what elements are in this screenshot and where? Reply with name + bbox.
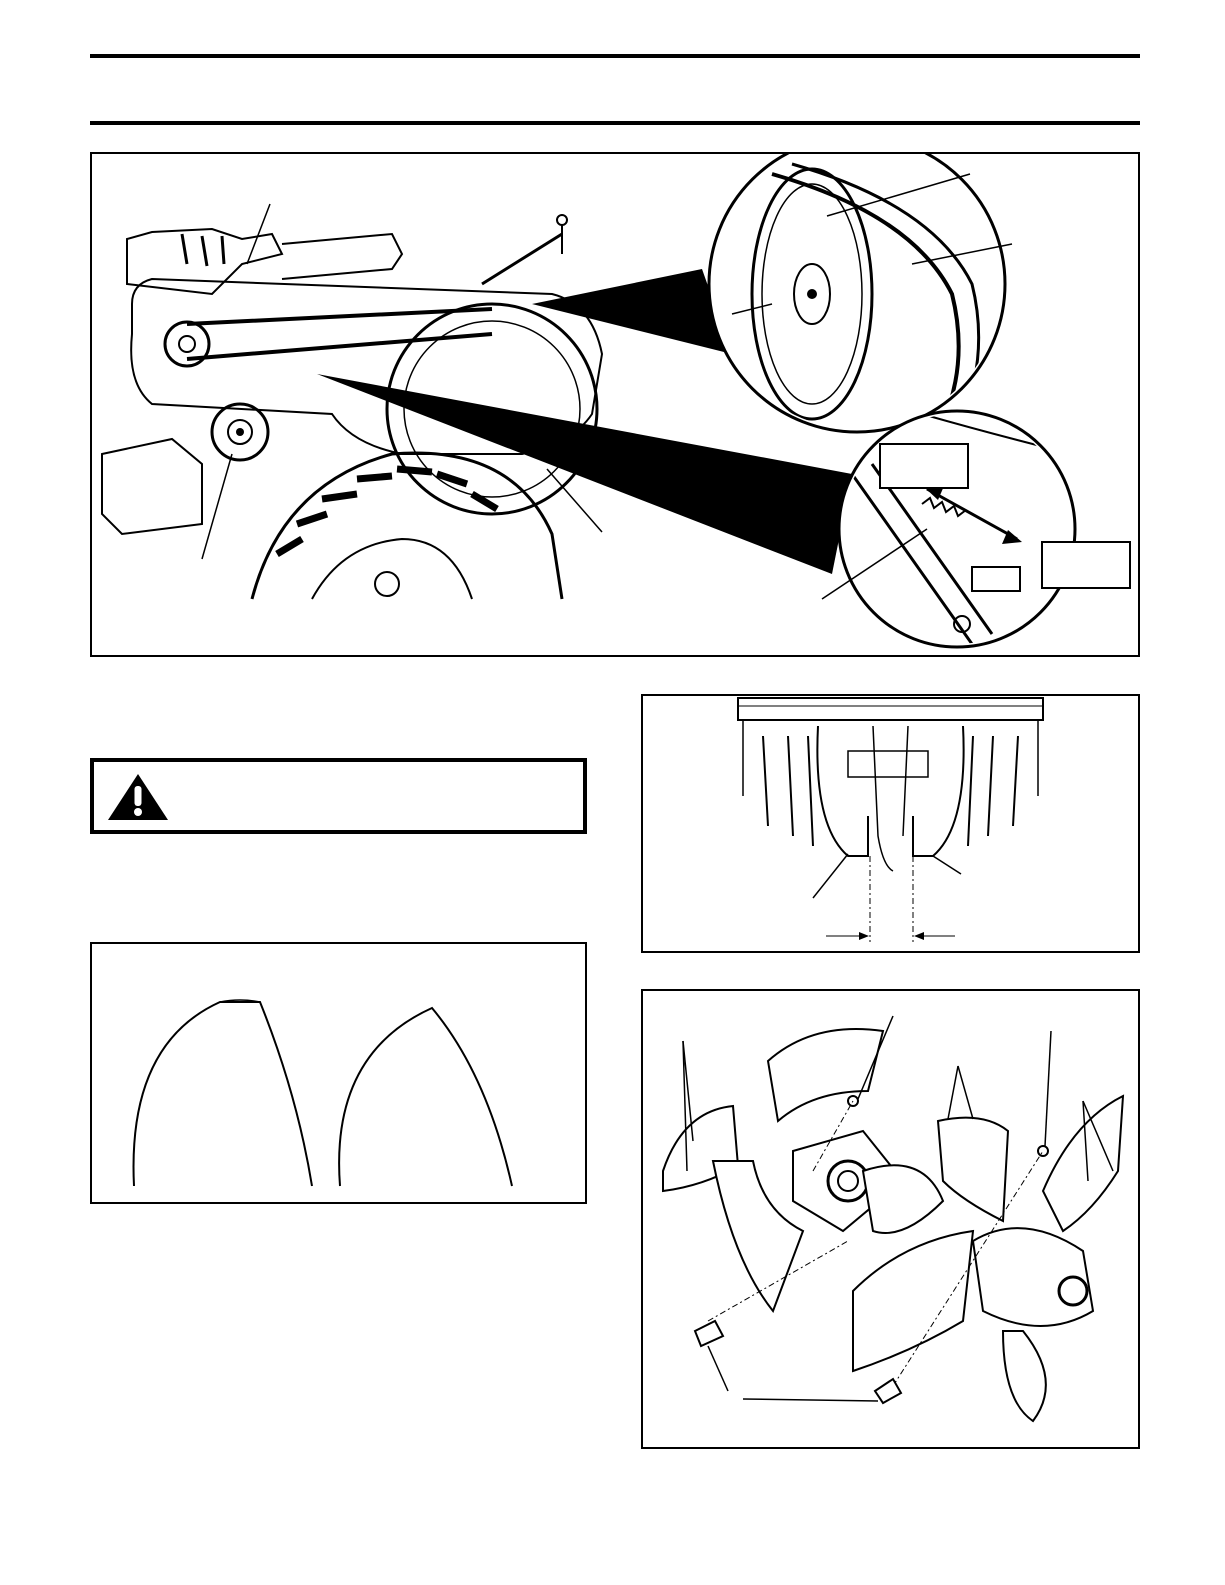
figure-tine-assembly: [641, 989, 1140, 1449]
tine-shape-new: [134, 1002, 312, 1186]
belt-assembly-illustration: [92, 154, 1138, 655]
header-top-rule: [90, 54, 1140, 58]
tine-assembly-illustration: [643, 991, 1138, 1447]
zoom-wedge-upper: [532, 269, 732, 354]
tine-shape-worn: [339, 1008, 512, 1186]
tine-blade-left-2: [768, 1029, 883, 1121]
gear-box: [102, 439, 202, 534]
clevis-pin-left: [695, 1321, 723, 1346]
tine-left-inner: [817, 726, 868, 856]
tine-right-inner: [913, 726, 964, 856]
leader-line-c1: [958, 1066, 973, 1119]
warning-box: [90, 758, 587, 834]
tine-spacing-illustration: [643, 696, 1138, 951]
leader-line-tine-right: [933, 856, 961, 874]
engine-pulley: [165, 322, 209, 366]
callout-box-3: [1042, 542, 1130, 588]
tine-blade-left-3: [713, 1161, 803, 1311]
header-bottom-rule: [90, 121, 1140, 125]
tine-blade-right-1: [938, 1118, 1008, 1221]
spacing-arrow-left: [859, 932, 869, 940]
handle-arm: [282, 234, 402, 279]
tine-shapes-illustration: [92, 944, 585, 1202]
figure-tine-spacing: [641, 694, 1140, 953]
tine-blade-right-4: [1003, 1331, 1046, 1421]
tine-shaft-housing: [738, 698, 1043, 720]
leader-line-2: [202, 454, 232, 559]
spacing-arrow-right: [914, 932, 924, 940]
figure-belt-assembly: [90, 152, 1140, 657]
leader-line-f1: [708, 1346, 728, 1391]
handle-knob: [557, 215, 567, 225]
leader-line-tine-left: [813, 854, 848, 898]
tine-blade-left-4: [863, 1165, 943, 1233]
tine-blade-right-3: [853, 1231, 973, 1371]
leader-line-f2: [743, 1399, 878, 1401]
figure-tine-shapes: [90, 942, 587, 1204]
callout-box-2: [972, 567, 1020, 591]
tine-blade-right-2: [1043, 1096, 1123, 1231]
engine-outline: [127, 229, 282, 294]
callout-box-1: [880, 444, 968, 488]
clevis-pin-right: [875, 1379, 901, 1403]
warning-triangle-icon: [106, 772, 170, 822]
leader-line-d: [1045, 1031, 1051, 1146]
